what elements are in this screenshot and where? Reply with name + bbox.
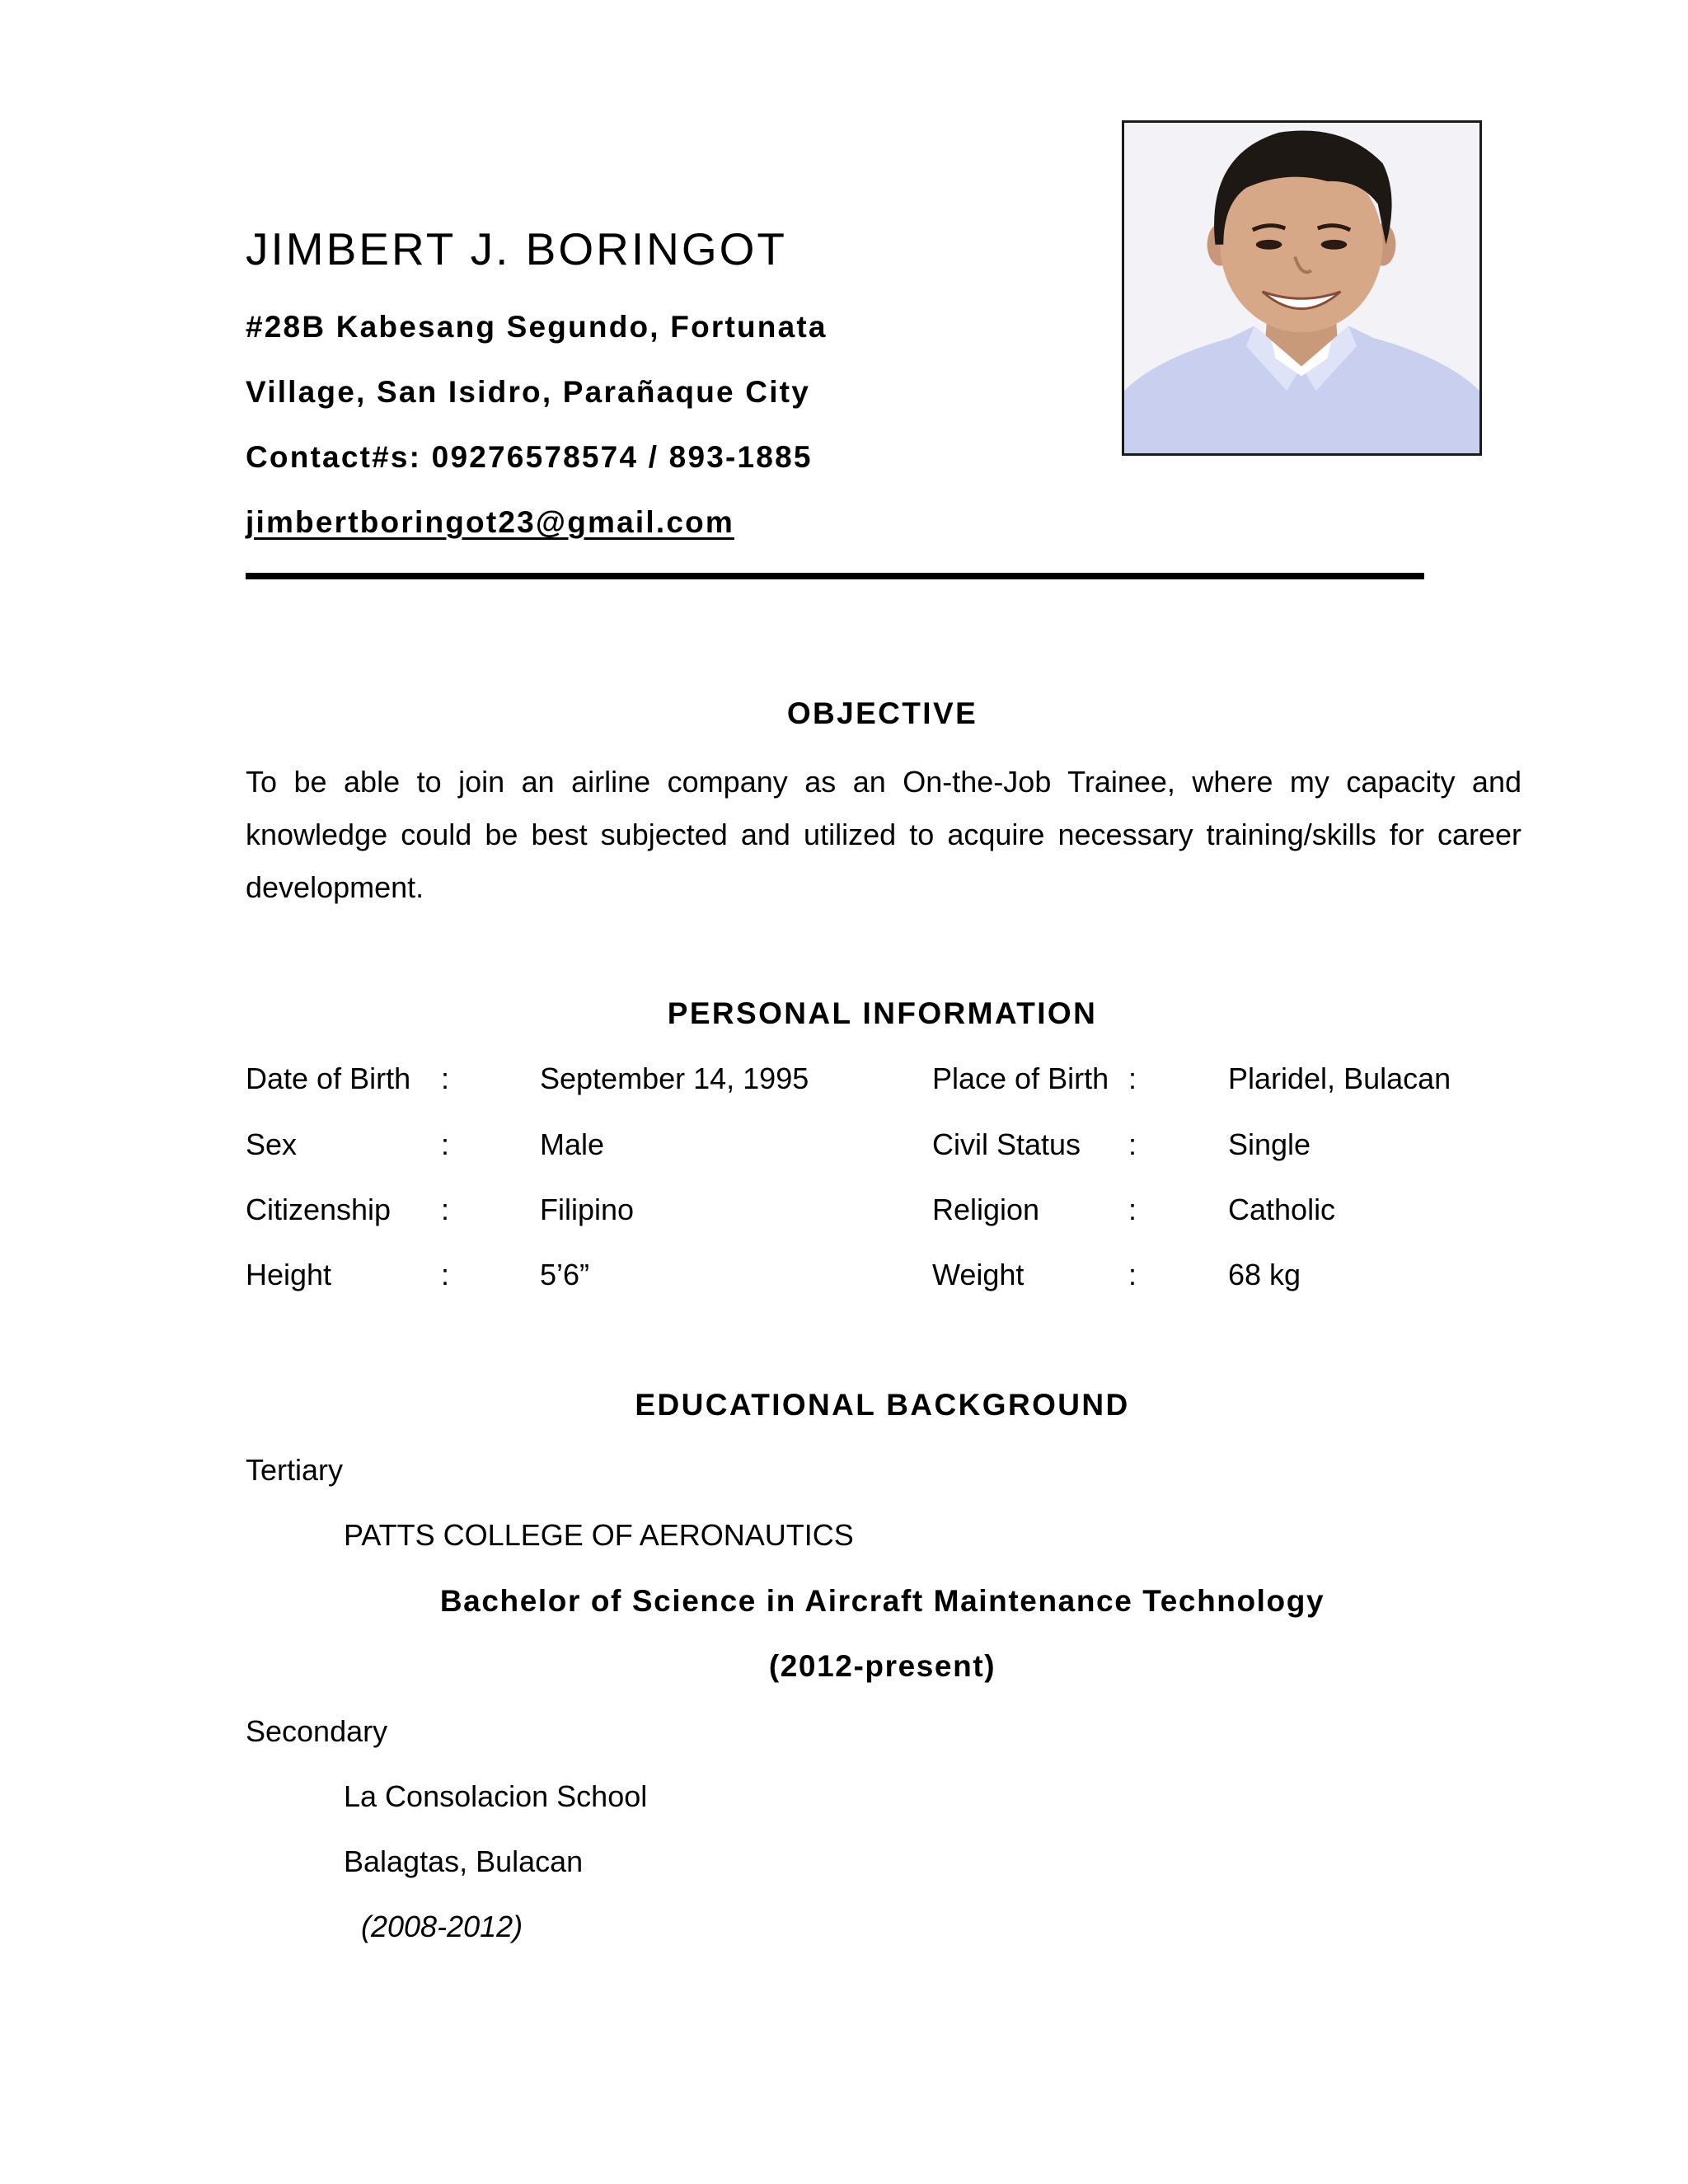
value-place-of-birth: Plaridel, Bulacan — [1228, 1062, 1451, 1095]
value-civil-status: Single — [1228, 1127, 1311, 1161]
secondary-school: La Consolacion School — [344, 1779, 648, 1813]
colon: : — [441, 1127, 450, 1161]
applicant-photo — [1122, 120, 1482, 456]
colon: : — [1128, 1127, 1137, 1161]
colon: : — [441, 1062, 450, 1095]
value-date-of-birth: September 14, 1995 — [540, 1062, 809, 1095]
colon: : — [441, 1193, 450, 1226]
applicant-name: JIMBERT J. BORINGOT — [246, 223, 787, 274]
objective-text: To be able to join an airline company as an On-the-Job Trainee, where my capacity and knowledge could be best subjected and utilized to acquire necessary training/skills for career development. — [246, 765, 1522, 904]
value-sex: Male — [540, 1127, 605, 1161]
label-place-of-birth: Place of Birth — [932, 1062, 1109, 1095]
label-civil-status: Civil Status — [932, 1127, 1081, 1161]
secondary-location: Balagtas, Bulacan — [344, 1844, 584, 1878]
label-weight: Weight — [932, 1258, 1025, 1291]
tertiary-degree: Bachelor of Science in Aircraft Maintenance Technology — [439, 1584, 1325, 1618]
colon: : — [1128, 1258, 1137, 1291]
value-citizenship: Filipino — [540, 1193, 635, 1226]
label-citizenship: Citizenship — [246, 1193, 392, 1226]
email-link[interactable]: jimbertboringot23@gmail.com — [246, 505, 734, 539]
value-religion: Catholic — [1228, 1193, 1336, 1226]
label-sex: Sex — [246, 1127, 298, 1161]
portrait-image — [1124, 123, 1479, 453]
colon: : — [1128, 1062, 1137, 1095]
colon: : — [1128, 1193, 1137, 1226]
tertiary-school: PATTS COLLEGE OF AERONAUTICS — [344, 1518, 854, 1552]
tertiary-label: Tertiary — [246, 1453, 344, 1487]
contact-numbers: Contact#s: 09276578574 / 893-1885 — [246, 440, 813, 474]
label-religion: Religion — [932, 1193, 1040, 1226]
value-height: 5’6” — [540, 1258, 590, 1291]
label-date-of-birth: Date of Birth — [246, 1062, 411, 1095]
secondary-label: Secondary — [246, 1714, 388, 1748]
personal-info-heading: PERSONAL INFORMATION — [667, 996, 1098, 1030]
header-divider — [246, 573, 1424, 579]
address-line-1: #28B Kabesang Segundo, Fortunata — [246, 310, 828, 344]
tertiary-years: (2012-present) — [768, 1649, 996, 1683]
objective-heading: OBJECTIVE — [786, 696, 978, 730]
address-line-2: Village, San Isidro, Parañaque City — [246, 375, 810, 409]
value-weight: 68 kg — [1228, 1258, 1301, 1291]
colon: : — [441, 1258, 450, 1291]
education-heading: EDUCATIONAL BACKGROUND — [635, 1388, 1130, 1422]
label-height: Height — [246, 1258, 332, 1291]
secondary-years: (2008-2012) — [361, 1910, 523, 1943]
